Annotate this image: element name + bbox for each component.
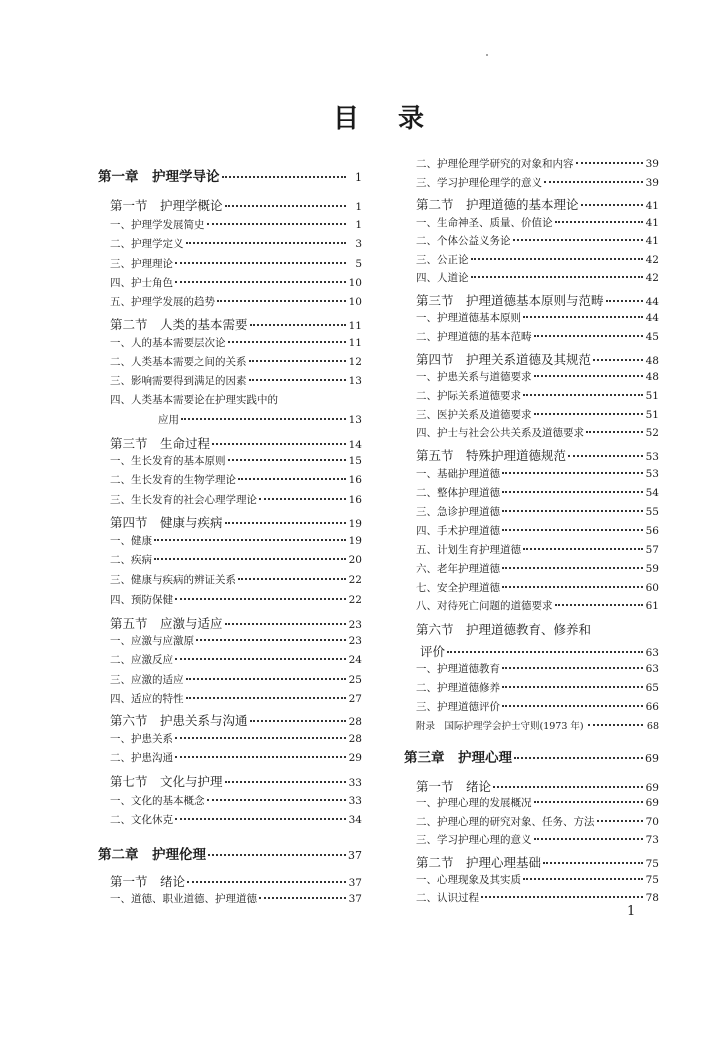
toc-entry-label: 一、护理心理的发展概况 [416,797,532,809]
toc-entry-page: 41 [645,200,659,212]
toc-entry-page: 1 [355,171,362,184]
toc-chapter-entry [404,746,659,766]
toc-leader-dots [225,623,346,625]
toc-entry-page: 25 [348,674,362,686]
toc-entry-label: 第三节 生命过程 [110,436,211,451]
toc-item-entry [404,580,659,595]
toc-entry-page: 23 [348,619,362,631]
toc-entry-page: 1 [355,219,362,231]
toc-entry-page: 37 [348,893,362,905]
toc-leader-dots [534,375,644,377]
toc-entry-page: 57 [645,544,659,556]
toc-entry-page: 14 [348,439,362,451]
toc-entry-label: 六、老年护理道德 [416,563,500,575]
toc-entry-page: 63 [645,647,659,659]
toc-entry-label: 一、道德、职业道德、护理道德 [110,893,257,905]
toc-item-entry [98,533,362,548]
toc-entry-label: 一、护患关系与道德要求 [416,371,532,383]
toc-entry-label: 二、护际关系道德要求 [416,390,521,402]
toc-entry-page: 15 [348,455,362,467]
toc-entry-label: 一、应激与应激原 [110,635,194,647]
toc-item-entry [404,872,659,887]
toc-entry-label: 二、疾病 [110,554,152,566]
toc-item-entry [404,699,659,714]
toc-entry-label: 第一节 绪论 [110,874,186,889]
toc-item-entry [98,392,362,407]
toc-entry-page: 60 [645,582,659,594]
toc-entry-label: 第七节 文化与护理 [110,774,223,789]
toc-item-entry [98,412,362,427]
toc-entry-label: 一、人的基本需要层次论 [110,337,226,349]
toc-entry-label: 第三章 护理心理 [404,750,512,766]
toc-entry-label: 二、人类基本需要之间的关系 [110,356,247,368]
toc-item-entry [404,329,659,344]
toc-entry-label: 三、学习护理心理的意义 [416,834,532,846]
toc-entry-page: 42 [645,254,659,266]
toc-leader-dots [249,360,347,362]
toc-leader-dots [493,786,643,788]
toc-item-entry [404,233,659,248]
toc-leader-dots [175,262,346,264]
toc-entry-label: 三、生长发育的社会心理学理论 [110,494,257,506]
toc-entry-label: 第四节 护理关系道德及其规范 [416,352,592,367]
toc-item-entry [98,891,362,906]
toc-leader-dots [250,720,346,722]
toc-entry-label: 二、整体护理道德 [416,487,500,499]
toc-entry-page: 22 [348,594,362,606]
toc-leader-dots [588,724,643,726]
toc-entry-page: 16 [348,494,362,506]
toc-leader-dots [502,667,643,669]
toc-entry-label: 二、护理心理的研究对象、任务、方法 [416,816,595,828]
toc-leader-dots [186,242,347,244]
toc-entry-label: 三、应激的适应 [110,674,184,686]
toc-item-entry [98,236,362,251]
toc-leader-dots [502,705,643,707]
toc-item-entry [404,680,659,695]
toc-leader-dots [513,239,644,241]
toc-leader-dots [576,162,644,164]
toc-entry-page: 75 [645,858,659,870]
toc-entry-label: 三、护理理论 [110,258,173,270]
toc-leader-dots [175,818,346,820]
toc-section-entry [98,772,362,790]
toc-item-entry [98,373,362,388]
title-char-2: 录 [398,104,425,134]
toc-section-entry [404,853,659,871]
toc-leader-dots [593,359,643,361]
toc-entry-page: 55 [645,506,659,518]
toc-leader-dots [217,300,346,302]
toc-section-entry [404,291,659,309]
toc-leader-dots [447,651,643,653]
toc-leader-dots [534,413,644,415]
toc-entry-page: 13 [348,375,362,387]
toc-entry-label: 第四节 健康与疾病 [110,515,223,530]
toc-section-entry [404,446,659,464]
toc-entry-page: 51 [645,390,659,402]
toc-leader-dots [207,223,347,225]
toc-item-entry [98,275,362,290]
toc-leader-dots [502,510,643,512]
toc-entry-label: 三、急诊护理道德 [416,506,500,518]
toc-item-entry [98,793,362,808]
toc-entry-page: 66 [645,701,659,713]
toc-leader-dots [225,205,346,207]
toc-entry-label: 第二节 人类的基本需要 [110,317,248,332]
scan-speck [486,54,488,56]
toc-item-entry [404,814,659,829]
toc-entry-label: 二、护理伦理学研究的对象和内容 [416,158,574,170]
toc-entry-page: 27 [348,693,362,705]
toc-leader-dots [597,820,644,822]
toc-leader-dots [502,491,643,493]
page-number: 1 [627,904,636,919]
toc-entry-label: 一、心理现象及其实质 [416,874,521,886]
toc-entry-label: 四、人类基本需要论在护理实践中的 [110,394,278,406]
toc-leader-dots [555,221,644,223]
toc-entry-page: 37 [348,877,362,889]
toc-section-entry [404,195,659,213]
toc-entry-page: 44 [645,296,659,308]
toc-entry-label: 第二节 护理道德的基本理论 [416,197,579,212]
toc-entry-page: 10 [348,296,362,308]
toc-entry-label: 二、护理道德修养 [416,682,500,694]
toc-item-entry [98,572,362,587]
toc-leader-dots [523,548,643,550]
toc-leader-dots [238,578,346,580]
toc-entry-label: 三、护理道德评价 [416,701,500,713]
toc-entry-label: 二、个体公益义务论 [416,235,511,247]
toc-leader-dots [502,529,643,531]
toc-leader-dots [555,604,644,606]
toc-item-entry [98,335,362,350]
toc-leader-dots [250,324,346,326]
toc-entry-label: 一、基础护理道德 [416,468,500,480]
toc-leader-dots [544,181,643,183]
toc-entry-page: 69 [645,752,659,765]
toc-leader-dots [212,443,346,445]
toc-leader-dots [534,335,644,337]
toc-item-entry [98,592,362,607]
toc-item-entry [98,256,362,271]
toc-entry-label: 一、护理道德教育 [416,663,500,675]
toc-entry-label: 四、预防保健 [110,594,173,606]
toc-entry-label: 一、护患关系 [110,733,173,745]
toc-entry-page: 53 [645,451,659,463]
toc-item-entry [404,795,659,810]
toc-item-entry [404,156,659,171]
toc-item-entry [98,672,362,687]
toc-item-entry [98,691,362,706]
toc-item-entry [404,270,659,285]
toc-leader-dots [181,418,346,420]
toc-item-entry [404,561,659,576]
toc-leader-dots [186,697,347,699]
toc-leader-dots [606,300,643,302]
toc-item-entry [404,310,659,325]
toc-entry-page: 75 [645,874,659,886]
toc-entry-label: 二、认识过程 [416,892,479,904]
toc-entry-label: 第二节 护理心理基础 [416,855,542,870]
toc-item-entry [404,598,659,613]
toc-leader-dots [175,737,346,739]
toc-entry-label: 三、公正论 [416,254,469,266]
toc-entry-page: 63 [645,663,659,675]
toc-entry-label: 第三节 护理道德基本原则与范畴 [416,293,604,308]
toc-entry-page: 39 [645,177,659,189]
toc-chapter-entry [98,165,362,185]
toc-leader-dots [196,639,346,641]
toc-entry-page: 70 [645,816,659,828]
toc-entry-page: 59 [645,563,659,575]
toc-item-entry [404,485,659,500]
toc-section-entry [98,513,362,531]
toc-entry-page: 48 [645,371,659,383]
toc-entry-page: 65 [645,682,659,694]
toc-item-entry [404,252,659,267]
toc-entry-label: 二、文化休克 [110,814,173,826]
toc-item-entry [98,453,362,468]
toc-entry-label: 第一节 护理学概论 [110,198,223,213]
toc-entry-label: 四、护士与社会公共关系及道德要求 [416,427,584,439]
toc-entry-label: 三、医护关系及道德要求 [416,409,532,421]
toc-entry-page: 61 [645,600,659,612]
toc-entry-label: 三、健康与疾病的辨证关系 [110,574,236,586]
toc-entry-label: 二、护理学定义 [110,238,184,250]
toc-item-entry [98,492,362,507]
toc-entry-page: 44 [645,312,659,324]
toc-item-entry [404,523,659,538]
toc-leader-dots [154,558,346,560]
toc-leader-dots [568,455,643,457]
toc-entry-label: 第六节 护患关系与沟通 [110,713,248,728]
toc-entry-label: 一、护理学发展简史 [110,219,205,231]
toc-entry-page: 24 [348,654,362,666]
toc-item-entry [98,217,362,232]
toc-entry-label: 二、护理道德的基本范畴 [416,331,532,343]
toc-leader-dots [238,478,346,480]
toc-leader-dots [187,881,346,883]
toc-item-entry [98,354,362,369]
toc-item-entry [404,466,659,481]
toc-item-entry [404,369,659,384]
toc-appendix-entry [404,718,659,732]
toc-entry-page: 28 [348,716,362,728]
toc-entry-label: 一、文化的基本概念 [110,795,205,807]
toc-entry-label: 七、安全护理道德 [416,582,500,594]
toc-entry-page: 69 [645,782,659,794]
toc-item-entry [404,215,659,230]
toc-section-entry [404,642,659,660]
toc-entry-label: 评价 [420,644,446,659]
toc-leader-dots [175,598,346,600]
toc-entry-page: 56 [645,525,659,537]
toc-leader-dots [207,799,347,801]
toc-leader-dots [175,281,346,283]
toc-entry-page: 41 [645,217,659,229]
toc-entry-page: 52 [645,427,659,439]
toc-entry-page: 28 [348,733,362,745]
toc-entry-page: 19 [348,535,362,547]
toc-entry-page: 73 [645,834,659,846]
toc-entry-page: 37 [348,849,362,862]
toc-entry-page: 11 [348,320,362,332]
toc-entry-label: 二、护患沟通 [110,752,173,764]
toc-entry-page: 19 [348,518,362,530]
toc-leader-dots [228,341,347,343]
toc-leader-dots [249,379,347,381]
toc-item-entry [98,812,362,827]
toc-leader-dots [225,781,346,783]
toc-entry-label: 第五节 特殊护理道德规范 [416,448,567,463]
toc-leader-dots [523,878,643,880]
toc-entry-label: 一、护理道德基本原则 [416,312,521,324]
toc-section-entry [404,350,659,368]
toc-chapter-entry [98,843,362,863]
toc-leader-dots [259,897,346,899]
toc-entry-page: 3 [355,238,362,250]
toc-leader-dots [225,522,346,524]
toc-entry-page: 29 [348,752,362,764]
toc-entry-page: 10 [348,277,362,289]
toc-entry-label: 第一节 绪论 [416,779,492,794]
toc-entry-page: 23 [348,635,362,647]
toc-leader-dots [186,678,347,680]
toc-entry-page: 54 [645,487,659,499]
toc-item-entry [98,294,362,309]
toc-item-entry [404,832,659,847]
title-char-1: 目 [333,104,360,134]
toc-item-entry [404,175,659,190]
toc-item-entry [404,504,659,519]
toc-entry-label: 五、计划生育护理道德 [416,544,521,556]
toc-entry-page: 34 [348,814,362,826]
toc-item-entry [98,552,362,567]
toc-entry-page: 33 [348,777,362,789]
toc-entry-label: 四、适应的特性 [110,693,184,705]
toc-entry-label: 五、护理学发展的趋势 [110,296,215,308]
toc-entry-label: 一、健康 [110,535,152,547]
toc-entry-page: 13 [348,414,362,426]
toc-leader-dots [502,472,643,474]
toc-entry-label: 四、手术护理道德 [416,525,500,537]
toc-entry-label: 一、生命神圣、质量、价值论 [416,217,553,229]
toc-item-entry [404,425,659,440]
toc-entry-label: 第二章 护理伦理 [98,847,206,863]
toc-entry-label: 第五节 应激与适应 [110,616,223,631]
toc-leader-dots [471,258,644,260]
toc-entry-label: 第六节 护理道德教育、修养和 [416,622,592,637]
toc-leader-dots [523,316,643,318]
toc-section-entry [98,434,362,452]
toc-leader-dots [514,757,643,759]
toc-leader-dots [502,586,643,588]
toc-entry-page: 78 [645,892,659,904]
toc-entry-page: 20 [348,554,362,566]
toc-entry-label: 附录 国际护理学会护士守则(1973 年) [416,721,584,732]
toc-section-entry [98,614,362,632]
toc-entry-label: 第一章 护理学导论 [98,169,220,185]
toc-entry-label: 二、生长发育的生物学理论 [110,474,236,486]
toc-item-entry [98,750,362,765]
toc-entry-label: 应用 [158,414,179,426]
toc-leader-dots [228,459,347,461]
toc-section-entry [98,872,362,890]
toc-section-entry [98,196,362,214]
toc-entry-page: 41 [645,235,659,247]
toc-item-entry [98,652,362,667]
toc-entry-label: 一、生长发育的基本原则 [110,455,226,467]
toc-leader-dots [523,394,643,396]
toc-leader-dots [175,658,346,660]
toc-entry-label: 四、护士角色 [110,277,173,289]
toc-leader-dots [586,431,643,433]
toc-item-entry [98,472,362,487]
toc-entry-page: 12 [348,356,362,368]
toc-entry-page: 48 [645,355,659,367]
toc-entry-page: 53 [645,468,659,480]
toc-entry-page: 22 [348,574,362,586]
toc-item-entry [404,890,659,905]
toc-leader-dots [471,276,644,278]
toc-leader-dots [208,854,346,856]
toc-item-entry [98,633,362,648]
toc-entry-page: 42 [645,272,659,284]
toc-entry-page: 39 [645,158,659,170]
toc-entry-label: 四、人道论 [416,272,469,284]
toc-leader-dots [581,204,643,206]
toc-item-entry [404,542,659,557]
toc-entry-page: 33 [348,795,362,807]
toc-item-entry [404,661,659,676]
toc-entry-page: 11 [348,337,362,349]
toc-entry-page: 68 [646,721,659,732]
toc-item-entry [98,731,362,746]
toc-section-entry [98,315,362,333]
toc-leader-dots [154,539,346,541]
toc-section-entry [404,620,659,638]
toc-section-entry [98,711,362,729]
toc-leader-dots [534,801,644,803]
toc-leader-dots [502,567,643,569]
toc-leader-dots [502,686,643,688]
toc-leader-dots [259,498,346,500]
toc-entry-label: 三、影响需要得到满足的因素 [110,375,247,387]
toc-item-entry [404,388,659,403]
toc-entry-page: 45 [645,331,659,343]
toc-item-entry [404,407,659,422]
toc-entry-page: 69 [645,797,659,809]
toc-entry-label: 二、应激反应 [110,654,173,666]
toc-entry-page: 5 [355,258,362,270]
toc-entry-label: 八、对待死亡问题的道德要求 [416,600,553,612]
toc-leader-dots [175,756,346,758]
toc-entry-label: 三、学习护理伦理学的意义 [416,177,542,189]
toc-entry-page: 1 [355,201,362,213]
toc-leader-dots [543,862,643,864]
toc-leader-dots [481,896,643,898]
toc-section-entry [404,777,659,795]
toc-leader-dots [534,838,644,840]
toc-entry-page: 16 [348,474,362,486]
toc-entry-page: 51 [645,409,659,421]
toc-leader-dots [222,176,347,178]
